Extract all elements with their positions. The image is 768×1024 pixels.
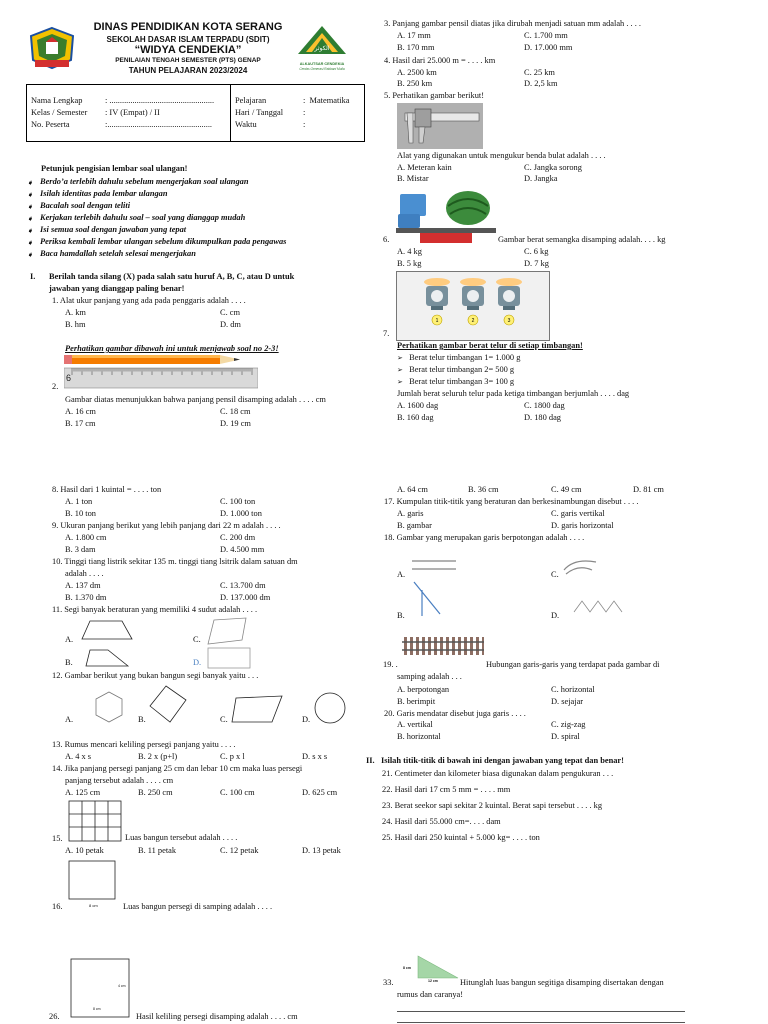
q11-text: 11. Segi banyak beraturan yang memiliki 4 sudut adalah . . . . xyxy=(52,605,258,614)
egg-scale xyxy=(496,278,522,325)
q9-option-c[interactable]: C. 200 dm xyxy=(220,533,256,542)
q7-line-1: ➢ Berat telur timbangan 1= 1.000 g xyxy=(397,353,521,362)
name-label: Nama Lengkap xyxy=(31,96,83,105)
q4-text: 4. Hasil dari 25.000 m = . . . . km xyxy=(384,56,496,65)
rail-sleeper xyxy=(428,637,431,655)
caliper-image xyxy=(397,103,483,149)
q11-shape-trapezoid xyxy=(80,619,134,641)
q15-text: Luas bangun tersebut adalah . . . . xyxy=(125,833,238,842)
q19-num xyxy=(383,660,398,669)
q23-text: 23. Berat seekor sapi sekitar 2 kuintal. Berat sapi tersebut . . . . kg xyxy=(382,801,603,810)
q7-title: Perhatikan gambar berat telur di setiap timbangan! xyxy=(397,341,583,350)
q15-option-b[interactable]: B. 11 petak xyxy=(138,846,177,855)
q13-text: 13. Rumus mencari keliling persegi panjang yaitu . . . . xyxy=(52,740,236,749)
egg-scale-label: 2 xyxy=(471,318,475,324)
q24-text: 24. Hasil dari 55.000 cm=. . . . dam xyxy=(382,817,501,826)
q3-option-b[interactable]: B. 170 mm xyxy=(397,43,435,52)
q1-option-a[interactable]: A. km xyxy=(65,308,86,317)
q14-text-2: panjang tersebut adalah . . . . cm xyxy=(65,776,174,785)
pencil-ruler-image xyxy=(64,354,258,390)
q9-option-d[interactable]: D. 4.500 mm xyxy=(220,545,265,554)
egg-scale xyxy=(424,278,450,325)
q17-option-b[interactable]: B. gambar xyxy=(397,521,432,530)
q16-num: 16. xyxy=(52,902,63,911)
q19-railway-image xyxy=(402,636,484,656)
q33-triangle xyxy=(416,954,460,980)
q7-line-3: ➢ Berat telur timbangan 3= 100 g xyxy=(397,377,515,386)
q7-option-b[interactable]: B. 160 dag xyxy=(397,413,434,422)
q15-option-a[interactable]: A. 10 petak xyxy=(65,846,104,855)
rail-sleeper xyxy=(440,637,443,655)
q7-num: 7. xyxy=(383,329,390,338)
q1-text: 1. Alat ukur panjang yang ada pada penggaris adalah . . . . xyxy=(52,296,246,305)
q4-option-c[interactable]: C. 25 km xyxy=(524,68,555,77)
q26-label-width: 4 cm xyxy=(118,984,126,988)
q26-text: Hasil keliling persegi disamping adalah . . . . cm xyxy=(136,1012,298,1021)
q11-shape-irregular xyxy=(84,648,130,668)
egg-scale-label: 1 xyxy=(435,318,439,324)
q8-option-b[interactable]: B. 10 ton xyxy=(65,509,96,518)
q11-option-d[interactable]: D. xyxy=(193,658,202,667)
watermelon-scale-image xyxy=(396,184,496,244)
egg-scales-image xyxy=(396,271,550,341)
q6-text: Gambar berat semangka disamping adalah. . . . kg xyxy=(498,235,666,244)
q20-option-b[interactable]: B. horizontal xyxy=(397,732,441,741)
q7-line-3-text: Berat telur timbangan 3= 100 g xyxy=(409,377,515,386)
q17-text: 17. Kumpulan titik-titik yang beraturan dan berkesinambungan disebut . . . . xyxy=(384,497,639,506)
q1-option-c[interactable]: C. cm xyxy=(220,308,241,317)
instruction-item: ➧ Periksa kembali lembar ulangan sebelum dikumpulkan pada pengawas xyxy=(27,236,357,248)
q4-option-b[interactable]: B. 250 km xyxy=(397,79,433,88)
q17-option-d[interactable]: D. garis horizontal xyxy=(551,521,614,530)
subject-label: Pelajaran xyxy=(231,85,300,108)
q18-curved-line xyxy=(562,556,598,578)
q10-option-d[interactable]: D. 137.000 dm xyxy=(220,593,271,602)
header-line-5: TAHUN PELAJARAN 2023/2024 xyxy=(128,66,248,75)
q22-text: 22. Hasil dari 17 cm 5 mm = . . . . mm xyxy=(382,785,511,794)
q18-text: 18. Gambar yang merupakan garis berpotongan adalah . . . . xyxy=(384,533,585,542)
q11-option-c[interactable]: C. xyxy=(193,635,201,644)
school-logo-right xyxy=(296,24,348,74)
q5-option-a[interactable]: A. Meteran kain xyxy=(397,163,452,172)
header-line-4: PENILAIAN TENGAH SEMESTER (PTS) GENAP xyxy=(115,57,261,64)
q10-text-2: adalah . . . . xyxy=(65,569,104,578)
q14-option-d[interactable]: D. 625 cm xyxy=(302,788,338,797)
q17-option-a[interactable]: A. garis xyxy=(397,509,424,518)
q21-text: 21. Centimeter dan kilometer biasa digunakan dalam pengukuran . . . xyxy=(382,769,614,778)
q7-line-1-text: Berat telur timbangan 1= 1.000 g xyxy=(409,353,521,362)
q11-shape-square xyxy=(206,646,252,670)
q2-option-c[interactable]: C. 18 cm xyxy=(220,407,251,416)
section1-num: I. xyxy=(30,272,36,281)
q5-option-b[interactable]: B. Mistar xyxy=(397,174,429,183)
time-label: Waktu xyxy=(231,119,300,142)
rail-sleeper xyxy=(482,637,484,655)
q12-text: 12. Gambar berikut yang bukan bangun segi banyak yaitu . . . xyxy=(52,671,259,680)
name-field[interactable]: : .................................................. xyxy=(105,96,215,105)
q11-option-a[interactable]: A. xyxy=(65,635,74,644)
q19-option-d[interactable]: D. sejajar xyxy=(551,697,584,706)
q20-option-d[interactable]: D. spiral xyxy=(551,732,580,741)
q19-dot: . xyxy=(395,660,398,669)
q5-option-d[interactable]: D. Jangka xyxy=(524,174,558,183)
q20-text: 20. Garis mendatar disebut juga garis . . . . xyxy=(384,709,526,718)
q15-option-c[interactable]: C. 12 petak xyxy=(220,846,259,855)
q7-text: Jumlah berat seluruh telur pada ketiga timbangan berjumlah . . . . dag xyxy=(397,389,630,398)
q13-option-a[interactable]: A. 4 x s xyxy=(65,752,92,761)
rail-sleeper xyxy=(446,637,449,655)
identity-table xyxy=(26,84,365,142)
q13-option-c[interactable]: C. p x l xyxy=(220,752,245,761)
q2-option-a[interactable]: A. 16 cm xyxy=(65,407,96,416)
q14-option-a[interactable]: A. 125 cm xyxy=(65,788,101,797)
q11-option-b[interactable]: B. xyxy=(65,658,73,667)
q20-option-c[interactable]: C. zig-zag xyxy=(551,720,586,729)
q18-option-a[interactable]: A. xyxy=(397,570,406,579)
rail-sleeper xyxy=(476,637,479,655)
instruction-item: ➧ Isi semua soal dengan jawaban yang tepat xyxy=(27,224,357,236)
class-label: Kelas / Semester xyxy=(31,108,88,118)
q10-option-c[interactable]: C. 13.700 dm xyxy=(220,581,266,590)
q33-label-height: 8 cm xyxy=(403,966,411,970)
q9-option-a[interactable]: A. 1.800 cm xyxy=(65,533,107,542)
q18-parallel-lines xyxy=(410,558,458,572)
q14-text-1: 14. Jika panjang persegi panjang 25 cm dan lebar 10 cm maka luas persegi xyxy=(52,764,303,773)
q33-label-base: 12 cm xyxy=(428,979,438,983)
time-field[interactable]: : xyxy=(303,119,306,129)
q4-option-d[interactable]: D. 2,5 km xyxy=(524,79,558,88)
q19-num-text: 19. xyxy=(383,660,394,669)
q33-num: 33. xyxy=(383,978,394,987)
q7-option-d[interactable]: D. 180 dag xyxy=(524,413,561,422)
section1-title-1: Berilah tanda silang (X) pada salah satu huruf A, B, C, atau D untuk xyxy=(49,272,295,281)
section2-title: Isilah titik-titik di bawah ini dengan jawaban yang tepat dan benar! xyxy=(381,756,624,765)
instruction-item: ➧ Bacalah soal dengan teliti xyxy=(27,200,357,212)
q33-answer-line-1[interactable] xyxy=(397,1011,685,1012)
q13-option-d[interactable]: D. s x s xyxy=(302,752,328,761)
instructions-title: Petunjuk pengisian lembar soal ulangan! xyxy=(41,164,188,173)
q17-option-c[interactable]: C. garis vertikal xyxy=(551,509,605,518)
number-field[interactable]: :.................................................. xyxy=(105,119,213,129)
header-line-1: DINAS PENDIDIKAN KOTA SERANG xyxy=(93,21,283,33)
q8-option-d[interactable]: D. 1.000 ton xyxy=(220,509,262,518)
q5-option-c[interactable]: C. Jangka sorong xyxy=(524,163,582,172)
q18-option-d[interactable]: D. xyxy=(551,611,560,620)
q8-text: 8. Hasil dari 1 kuintal = . . . . ton xyxy=(52,485,162,494)
header-line-3: “WIDYA CENDEKIA” xyxy=(134,44,242,56)
instruction-item: ➧ Kerjakan terlebih dahulu soal – soal yang dianggap mudah xyxy=(27,212,357,224)
q13-option-b[interactable]: B. 2 x (p+l) xyxy=(138,752,178,761)
q2-text: Gambar diatas menunjukkan bahwa panjang pensil disamping adalah . . . . cm xyxy=(65,395,326,404)
q1-option-d[interactable]: D. dm xyxy=(220,320,241,329)
q18-option-b[interactable]: B. xyxy=(397,611,405,620)
q3-text: 3. Panjang gambar pensil diatas jika dirubah menjadi satuan mm adalah . . . . xyxy=(384,19,641,28)
date-field[interactable]: : xyxy=(303,108,306,118)
q18-option-c[interactable]: C. xyxy=(551,570,559,579)
q33-text-1: Hitunglah luas bangun segitiga disamping disertakan dengan xyxy=(460,978,664,987)
q3-option-d[interactable]: D. 17.000 mm xyxy=(524,43,573,52)
q10-option-b[interactable]: B. 1.370 dm xyxy=(65,593,107,602)
q19-option-c[interactable]: C. horizontal xyxy=(551,685,595,694)
q16-option-d[interactable]: D. 81 cm xyxy=(633,485,664,494)
rail-sleeper xyxy=(416,637,419,655)
q8-option-a[interactable]: A. 1 ton xyxy=(65,497,93,506)
q16-option-c[interactable]: C. 49 cm xyxy=(551,485,582,494)
q10-text-1: 10. Tinggi tiang listrik sekitar 135 m. tinggi tiang lsitrik dalam satuan dm xyxy=(52,557,298,566)
q7-option-c[interactable]: C. 1800 dag xyxy=(524,401,565,410)
section1-title-2: jawaban yang dianggap paling benar! xyxy=(49,284,185,293)
q5-question: Alat yang digunakan untuk mengukur benda bulat adalah . . . . xyxy=(397,151,606,160)
q9-text: 9. Ukuran panjang berikut yang lebih panjang dari 22 m adalah . . . . xyxy=(52,521,281,530)
q12-option-c[interactable]: C. xyxy=(220,715,228,724)
q6-option-b[interactable]: B. 5 kg xyxy=(397,259,422,268)
q16-side-label: 8 cm xyxy=(89,903,98,908)
q7-line-2-text: Berat telur timbangan 2= 500 g xyxy=(409,365,515,374)
q6-option-c[interactable]: C. 6 kg xyxy=(524,247,549,256)
q14-option-c[interactable]: C. 100 cm xyxy=(220,788,255,797)
q26-square xyxy=(70,958,132,1020)
instructions-list xyxy=(27,176,357,260)
q8-option-c[interactable]: C. 100 ton xyxy=(220,497,256,506)
q12-option-b[interactable]: B. xyxy=(138,715,146,724)
header-line-2: SEKOLAH DASAR ISLAM TERPADU (SDIT) xyxy=(106,35,270,44)
q33-text-2: rumus dan caranya! xyxy=(397,990,464,999)
date-label: Hari / Tanggal xyxy=(231,107,300,119)
q12-shape-rhombus xyxy=(148,684,188,724)
q15-num: 15. xyxy=(52,834,63,843)
q7-option-a[interactable]: A. 1600 dag xyxy=(397,401,439,410)
subject-value: Matematika xyxy=(309,96,350,105)
rail-sleeper xyxy=(422,637,425,655)
q19-text-2: samping adalah . . . xyxy=(397,672,462,681)
section2-num: II. xyxy=(366,756,375,765)
q12-shape-quadrilateral xyxy=(230,694,284,724)
q14-option-b[interactable]: B. 250 cm xyxy=(138,788,173,797)
q7-line-2: ➢ Berat telur timbangan 2= 500 g xyxy=(397,365,515,374)
class-value: : IV (Empat) / II xyxy=(105,108,160,118)
q11-shape-quadrilateral xyxy=(206,616,248,646)
instruction-item: ➧ Baca hamdallah setelah selesai mengerjakan xyxy=(27,248,357,260)
q10-option-a[interactable]: A. 137 dm xyxy=(65,581,101,590)
rail-sleeper xyxy=(452,637,455,655)
q25-text: 25. Hasil dari 250 kuintal + 5.000 kg= . . . . ton xyxy=(382,833,540,842)
rail-sleeper xyxy=(458,637,461,655)
q26-label-bottom: 8 cm xyxy=(93,1007,101,1011)
rail-sleeper xyxy=(410,637,413,655)
instruction-item: ➧ Isilah identitas pada lembar ulangan xyxy=(27,188,357,200)
q6-num: 6. xyxy=(383,235,390,244)
q5-text: 5. Perhatikan gambar berikut! xyxy=(384,91,485,100)
logo-right-name: ALKAUTSAR CENDEKIA xyxy=(299,62,345,66)
q19-option-a[interactable]: A. berpotongan xyxy=(397,685,450,694)
rail-sleeper xyxy=(470,637,473,655)
subject-sep: : xyxy=(303,96,306,105)
q3-option-a[interactable]: A. 17 mm xyxy=(397,31,431,40)
q2-option-d[interactable]: D. 19 cm xyxy=(220,419,251,428)
q26-num: 26. xyxy=(49,1012,60,1021)
q3-option-c[interactable]: C. 1.700 mm xyxy=(524,31,568,40)
rail-sleeper xyxy=(434,637,437,655)
q19-option-b[interactable]: B. berimpit xyxy=(397,697,436,706)
q2-num: 2. xyxy=(52,382,59,391)
q19-text-1: Hubungan garis-garis yang terdapat pada gambar di xyxy=(486,660,660,669)
q16-option-a[interactable]: A. 64 cm xyxy=(397,485,428,494)
q12-option-d[interactable]: D. xyxy=(302,715,311,724)
rail-sleeper xyxy=(464,637,467,655)
egg-scale-label: 3 xyxy=(507,318,511,324)
ruler-label: 6 xyxy=(66,373,72,383)
q4-option-a[interactable]: A. 2500 km xyxy=(397,68,437,77)
egg-scale xyxy=(460,278,486,325)
q15-option-d[interactable]: D. 13 petak xyxy=(302,846,341,855)
q12-option-a[interactable]: A. xyxy=(65,715,74,724)
q6-option-a[interactable]: A. 4 kg xyxy=(397,247,422,256)
rail-sleeper xyxy=(404,637,407,655)
q9-option-b[interactable]: B. 3 dam xyxy=(65,545,96,554)
q20-option-a[interactable]: A. vertikal xyxy=(397,720,433,729)
q18-intersecting-lines xyxy=(410,580,444,618)
q12-shape-hexagon xyxy=(94,690,124,724)
q16-square xyxy=(68,860,118,902)
logo-right-motto: Cerdas Generasi Rabbani Mulia xyxy=(299,67,345,71)
logo-right-arabic: الكوثر xyxy=(314,45,330,52)
q16-option-b[interactable]: B. 36 cm xyxy=(468,485,499,494)
q15-grid-shape xyxy=(68,800,122,842)
q16-text: Luas bangun persegi di samping adalah . . . . xyxy=(123,902,273,911)
instruction-item: ➧ Berdo’a terlebih dahulu sebelum mengerjakan soal ulangan xyxy=(27,176,357,188)
number-label: No. Peserta xyxy=(31,119,70,129)
q12-shape-circle xyxy=(313,691,347,725)
q18-zigzag-line xyxy=(572,598,626,616)
q6-option-d[interactable]: D. 7 kg xyxy=(524,259,549,268)
note-questions-2-3: Perhatikan gambar dibawah ini untuk menjawab soal no 2-3! xyxy=(65,344,279,353)
q33-answer-line-2[interactable] xyxy=(397,1022,685,1023)
q1-option-b[interactable]: B. hm xyxy=(65,320,86,329)
q2-option-b[interactable]: B. 17 cm xyxy=(65,419,96,428)
